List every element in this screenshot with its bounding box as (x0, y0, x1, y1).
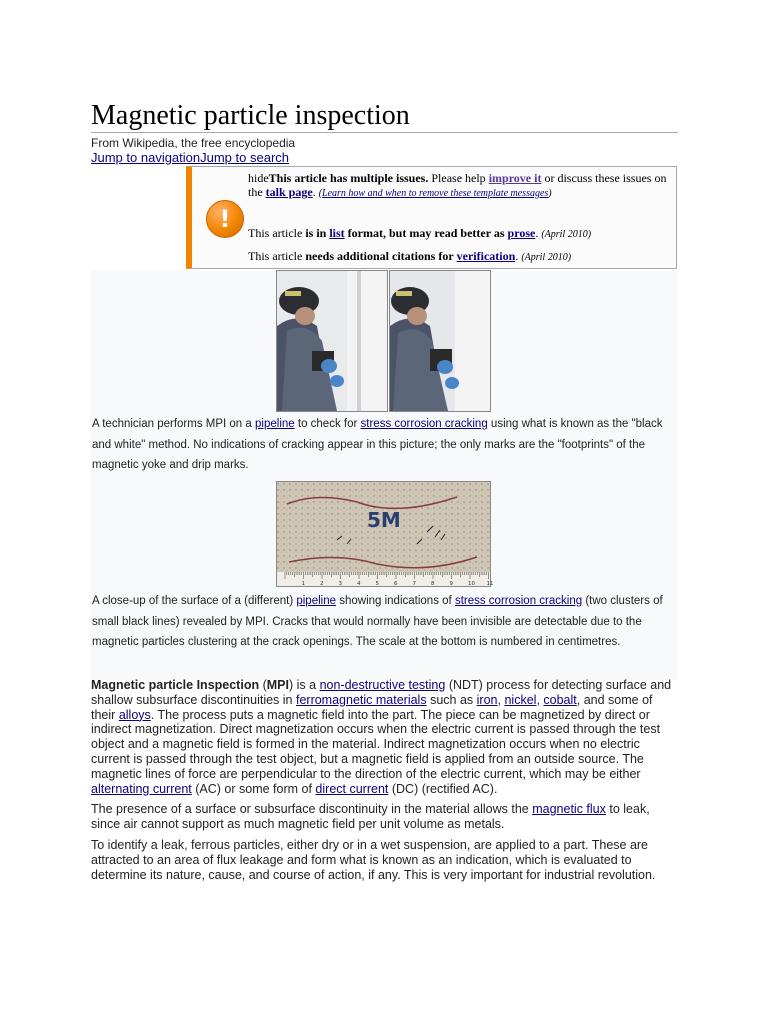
issue-list-format (248, 226, 668, 242)
iron-link[interactable]: iron (476, 692, 498, 707)
paragraph-2 (91, 802, 676, 832)
issues-heading-bold: This article has multiple issues. (268, 171, 429, 185)
nickel-link[interactable]: nickel (504, 692, 537, 707)
ruler-number: 6 (394, 581, 398, 587)
prose-link[interactable]: prose (507, 226, 536, 240)
learn-remove-link[interactable]: Learn how and when to remove these template messages (322, 188, 549, 199)
pipeline-link-2[interactable]: pipeline (296, 595, 337, 607)
gallery-caption-2 (92, 591, 674, 653)
ruler-number: 10 (468, 581, 475, 587)
paragraph-1 (91, 678, 676, 796)
text: (DC) (rectified AC). (391, 781, 498, 796)
direct-current-link[interactable]: direct current (315, 781, 389, 796)
text: ) is a (288, 678, 317, 692)
improve-it-link[interactable]: improve it (488, 171, 542, 185)
text: The presence of a surface or subsurface discontinuity in the material allows the (91, 802, 529, 817)
list-link[interactable]: list (329, 226, 345, 240)
issue-text: This article (248, 249, 303, 263)
text: to leak, since air cannot support as much magnetic field per unit volume as metals. (91, 802, 650, 832)
hide-toggle[interactable]: hide (248, 171, 269, 185)
exclamation-icon: ! (206, 200, 244, 238)
ruler-number: 3 (338, 581, 342, 587)
caption-text: A close-up of the surface of a (different) (92, 595, 294, 607)
ruler-number: 7 (412, 581, 416, 587)
text: ( (262, 678, 267, 692)
bold-term: Magnetic particle Inspection (91, 678, 260, 692)
site-tagline: From Wikipedia, the free encyclopedia (91, 136, 296, 150)
issue-bold-text: is in (305, 226, 327, 240)
jump-to-search-link[interactable]: Jump to search (200, 150, 289, 165)
issue-bold-text: needs additional citations for (305, 249, 454, 263)
cobalt-link[interactable]: cobalt (543, 692, 577, 707)
title-divider (91, 132, 678, 133)
ferromagnetic-materials-link[interactable]: ferromagnetic materials (295, 692, 427, 707)
period: . (515, 249, 519, 263)
verification-link[interactable]: verification (456, 249, 516, 263)
period: . (535, 226, 539, 240)
alternating-current-link[interactable]: alternating current (91, 781, 192, 796)
text: (AC) or some form of (195, 781, 312, 796)
jump-links (91, 150, 289, 165)
ruler-number: 11 (486, 581, 494, 587)
magnetic-flux-link[interactable]: magnetic flux (532, 802, 606, 817)
stress-corrosion-cracking-link-2[interactable]: stress corrosion cracking (454, 595, 583, 607)
caption-text: showing indications of (339, 595, 452, 607)
technician-photo-left[interactable] (276, 270, 388, 412)
issue-text: This article (248, 226, 303, 240)
non-destructive-testing-link[interactable]: non-destructive testing (319, 678, 446, 692)
ruler-number: 4 (357, 581, 361, 587)
issues-heading-text: Please help (431, 171, 486, 185)
caption-text: to check for (297, 418, 358, 430)
text: , (536, 692, 540, 707)
ruler-number: 2 (320, 581, 324, 587)
text: (NDT) process for detecting surface and shallow subsurface discontinuities in (91, 678, 672, 707)
photo-marking-text: 5M (367, 508, 401, 532)
multiple-issues-box (186, 166, 677, 269)
jump-to-navigation-link[interactable]: Jump to navigation (91, 150, 201, 165)
issue-bold-text-2: format, but may read better as (347, 226, 505, 240)
alloys-link[interactable]: alloys (118, 707, 151, 722)
caption-text: (two clusters of small black lines) revealed by MPI. Cracks that would normally have been invisible are detectable due to the magnetic particles clustering at the crack openings. The scale at the bottom is numbered in centimetres. (92, 595, 663, 648)
text: . The process puts a magnetic field into the part. The piece can be magnetized by direct or indirect magnetization. Direct magnetization occurs when the electric current is passed through the test object and a magnetic field is formed in the material. Indirect magnetization occurs when no electric current is passed through the test object, but a magnetic field is applied from an outside source. The magnetic lines of force are perpendicular to the direction of the electric current, which may be either (91, 707, 661, 781)
issue-date: (April 2010) (521, 252, 572, 263)
image-gallery (90, 270, 678, 680)
stress-corrosion-cracking-link[interactable]: stress corrosion cracking (360, 418, 488, 430)
ruler-number: 9 (449, 581, 453, 587)
pipeline-link[interactable]: pipeline (255, 418, 295, 430)
pipe-surface-closeup-photo[interactable] (276, 481, 494, 587)
issue-citations (248, 249, 668, 265)
text: such as (430, 692, 474, 707)
ruler-number: 1 (301, 581, 305, 587)
caption-text: using what is known as the "black and white" method. No indications of cracking appear in this picture; the only marks are the "footprints" of the magnetic yoke and drip marks. (92, 418, 663, 471)
ruler-number: 8 (431, 581, 435, 587)
issue-date: (April 2010) (541, 229, 592, 240)
talk-page-link[interactable]: talk page (265, 185, 313, 199)
text: , and some of their (91, 692, 653, 722)
technician-photo-right[interactable] (389, 270, 491, 412)
bold-term-mpi: MPI (266, 678, 289, 692)
article-body (91, 678, 676, 888)
caption-text: A technician performs MPI on a (92, 418, 252, 430)
issues-heading: hideThis article has multiple issues. Please help improve it or discuss these issues on the talk page. (Learn how and when to remove these template messages) (248, 171, 667, 199)
paragraph-3: To identify a leak, ferrous particles, either dry or in a wet suspension, are applied to a part. These are attracted to an area of flux leakage and form what is known as an indication, which is evaluated to determine its nature, cause, and course of action, if any. This is very important for industrial revolution. (91, 837, 656, 882)
issues-heading-text-2: or discuss these issues on the (248, 171, 667, 199)
period: . (312, 185, 316, 199)
page-title: Magnetic particle inspection (91, 100, 410, 131)
ruler-number: 5 (375, 581, 379, 587)
text: , (497, 692, 501, 707)
gallery-caption-1 (92, 414, 674, 476)
